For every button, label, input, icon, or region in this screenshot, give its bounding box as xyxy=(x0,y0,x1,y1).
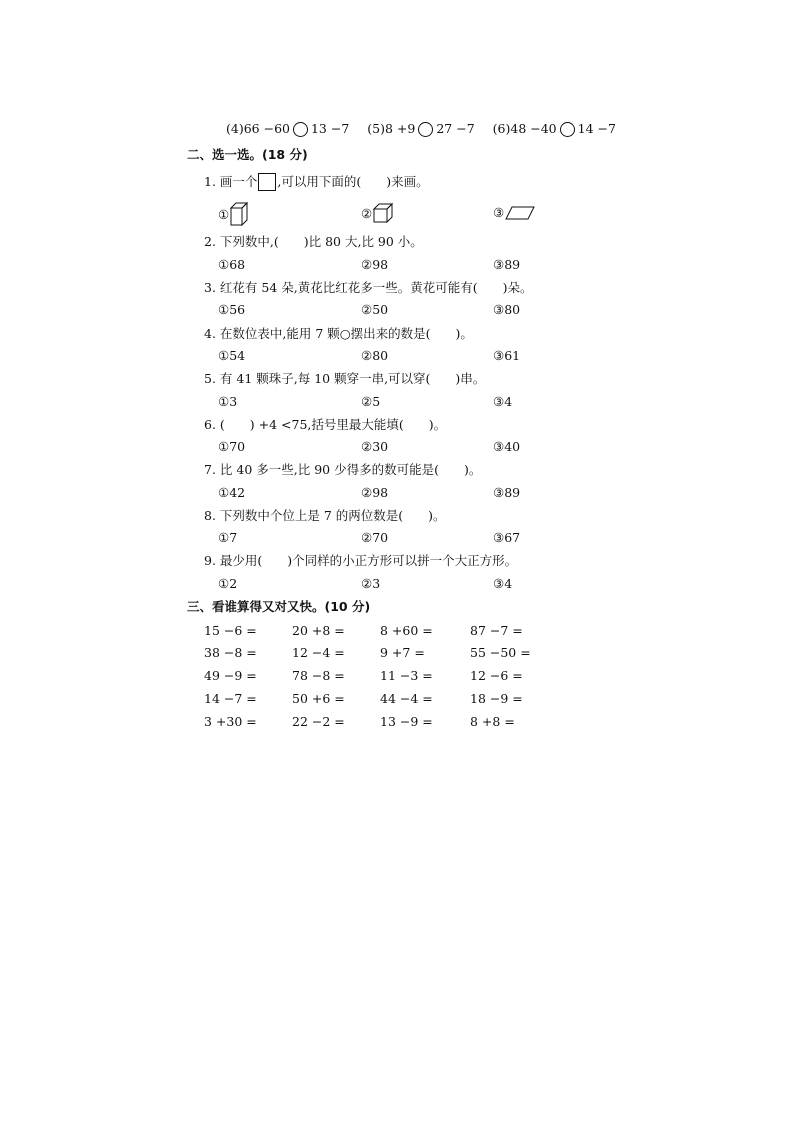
question-8: 8. 下列数中个位上是 7 的两位数是( )。 xyxy=(204,508,446,523)
calc-item: 3 +30 = xyxy=(204,714,257,729)
comparison-right: 14 −7 xyxy=(577,121,616,136)
option-label: ② xyxy=(361,205,373,221)
question-6-option-3[interactable]: ③40 xyxy=(493,439,521,454)
question-7: 7. 比 40 多一些,比 90 少得多的数可能是( )。 xyxy=(204,462,482,477)
calc-item: 87 −7 = xyxy=(470,623,523,638)
cube-icon xyxy=(373,203,393,223)
question-4: 4. 在数位表中,能用 7 颗○摆出来的数是( )。 xyxy=(204,326,473,341)
question-1-suffix: ,可以用下面的( )来画。 xyxy=(277,174,429,189)
question-6-option-2[interactable]: ②30 xyxy=(361,439,389,454)
question-3-option-2[interactable]: ②50 xyxy=(361,302,389,317)
question-2-option-2[interactable]: ②98 xyxy=(361,257,389,272)
question-9-option-2[interactable]: ②3 xyxy=(361,576,381,591)
compare-circle-blank[interactable] xyxy=(560,122,575,137)
question-3-option-3[interactable]: ③80 xyxy=(493,302,521,317)
question-4-option-1[interactable]: ①54 xyxy=(218,348,246,363)
question-1-option-3[interactable] xyxy=(493,205,535,220)
calc-item: 8 +60 = xyxy=(380,623,433,638)
question-2-option-3[interactable]: ③89 xyxy=(493,257,521,272)
section-3-title: 三、看谁算得又对又快。(10 分) xyxy=(187,599,371,614)
question-1-option-1[interactable] xyxy=(218,202,248,226)
comparison-4 xyxy=(226,121,349,137)
calc-item: 20 +8 = xyxy=(292,623,345,638)
comparison-left: 66 −60 xyxy=(243,121,290,136)
comparison-6 xyxy=(493,121,616,137)
question-6: 6. ( ) +4 <75,括号里最大能填( )。 xyxy=(204,417,447,432)
option-label: ③ xyxy=(493,205,505,220)
question-9-option-3[interactable]: ③4 xyxy=(493,576,513,591)
question-6-option-1[interactable]: ①70 xyxy=(218,439,246,454)
square-icon xyxy=(258,173,276,191)
question-3: 3. 红花有 54 朵,黄花比红花多一些。黄花可能有( )朵。 xyxy=(204,280,533,295)
question-4-option-3[interactable]: ③61 xyxy=(493,348,521,363)
question-5-option-2[interactable]: ②5 xyxy=(361,394,381,409)
comparison-label: (5) xyxy=(367,121,385,136)
calc-item: 9 +7 = xyxy=(380,645,425,660)
question-7-option-2[interactable]: ②98 xyxy=(361,485,389,500)
question-5-option-1[interactable]: ①3 xyxy=(218,394,238,409)
calc-item: 38 −8 = xyxy=(204,645,257,660)
option-label: ① xyxy=(218,206,230,222)
calc-item: 8 +8 = xyxy=(470,714,515,729)
question-8-option-2[interactable]: ②70 xyxy=(361,530,389,545)
question-8-option-3[interactable]: ③67 xyxy=(493,530,521,545)
question-1-option-2[interactable] xyxy=(361,203,393,223)
question-2: 2. 下列数中,( )比 80 大,比 90 小。 xyxy=(204,234,423,249)
question-3-option-1[interactable]: ①56 xyxy=(218,302,246,317)
question-1-prefix: 1. 画一个 xyxy=(204,174,258,189)
comparison-row xyxy=(226,121,630,137)
question-7-option-3[interactable]: ③89 xyxy=(493,485,521,500)
compare-circle-blank[interactable] xyxy=(293,122,308,137)
calc-item: 49 −9 = xyxy=(204,668,257,683)
calc-item: 55 −50 = xyxy=(470,645,531,660)
calc-item: 12 −6 = xyxy=(470,668,523,683)
question-5: 5. 有 41 颗珠子,每 10 颗穿一串,可以穿( )串。 xyxy=(204,371,486,386)
question-4-option-2[interactable]: ②80 xyxy=(361,348,389,363)
question-2-option-1[interactable]: ①68 xyxy=(218,257,246,272)
comparison-label: (6) xyxy=(492,121,511,136)
calc-item: 22 −2 = xyxy=(292,714,345,729)
calc-item: 50 +6 = xyxy=(292,691,345,706)
compare-circle-blank[interactable] xyxy=(418,122,433,137)
comparison-left: 48 −40 xyxy=(510,121,557,136)
comparison-label: (4) xyxy=(226,121,244,136)
calc-item: 11 −3 = xyxy=(380,668,433,683)
question-7-option-1[interactable]: ①42 xyxy=(218,485,246,500)
comparison-right: 27 −7 xyxy=(436,121,475,136)
question-1 xyxy=(204,173,429,191)
calc-item: 44 −4 = xyxy=(380,691,433,706)
tall-cuboid-icon xyxy=(230,202,248,226)
calc-item: 78 −8 = xyxy=(292,668,345,683)
section-2-title: 二、选一选。(18 分) xyxy=(187,147,308,162)
parallelogram-icon xyxy=(505,206,535,220)
calc-item: 12 −4 = xyxy=(292,645,345,660)
calc-item: 13 −9 = xyxy=(380,714,433,729)
question-5-option-3[interactable]: ③4 xyxy=(493,394,513,409)
comparison-5 xyxy=(367,121,474,137)
question-9-option-1[interactable]: ①2 xyxy=(218,576,238,591)
comparison-left: 8 +9 xyxy=(385,121,416,136)
calc-item: 15 −6 = xyxy=(204,623,257,638)
comparison-right: 13 −7 xyxy=(310,121,350,136)
question-8-option-1[interactable]: ①7 xyxy=(218,530,238,545)
calc-item: 14 −7 = xyxy=(204,691,257,706)
question-9: 9. 最少用( )个同样的小正方形可以拼一个大正方形。 xyxy=(204,553,518,568)
calc-item: 18 −9 = xyxy=(470,691,523,706)
